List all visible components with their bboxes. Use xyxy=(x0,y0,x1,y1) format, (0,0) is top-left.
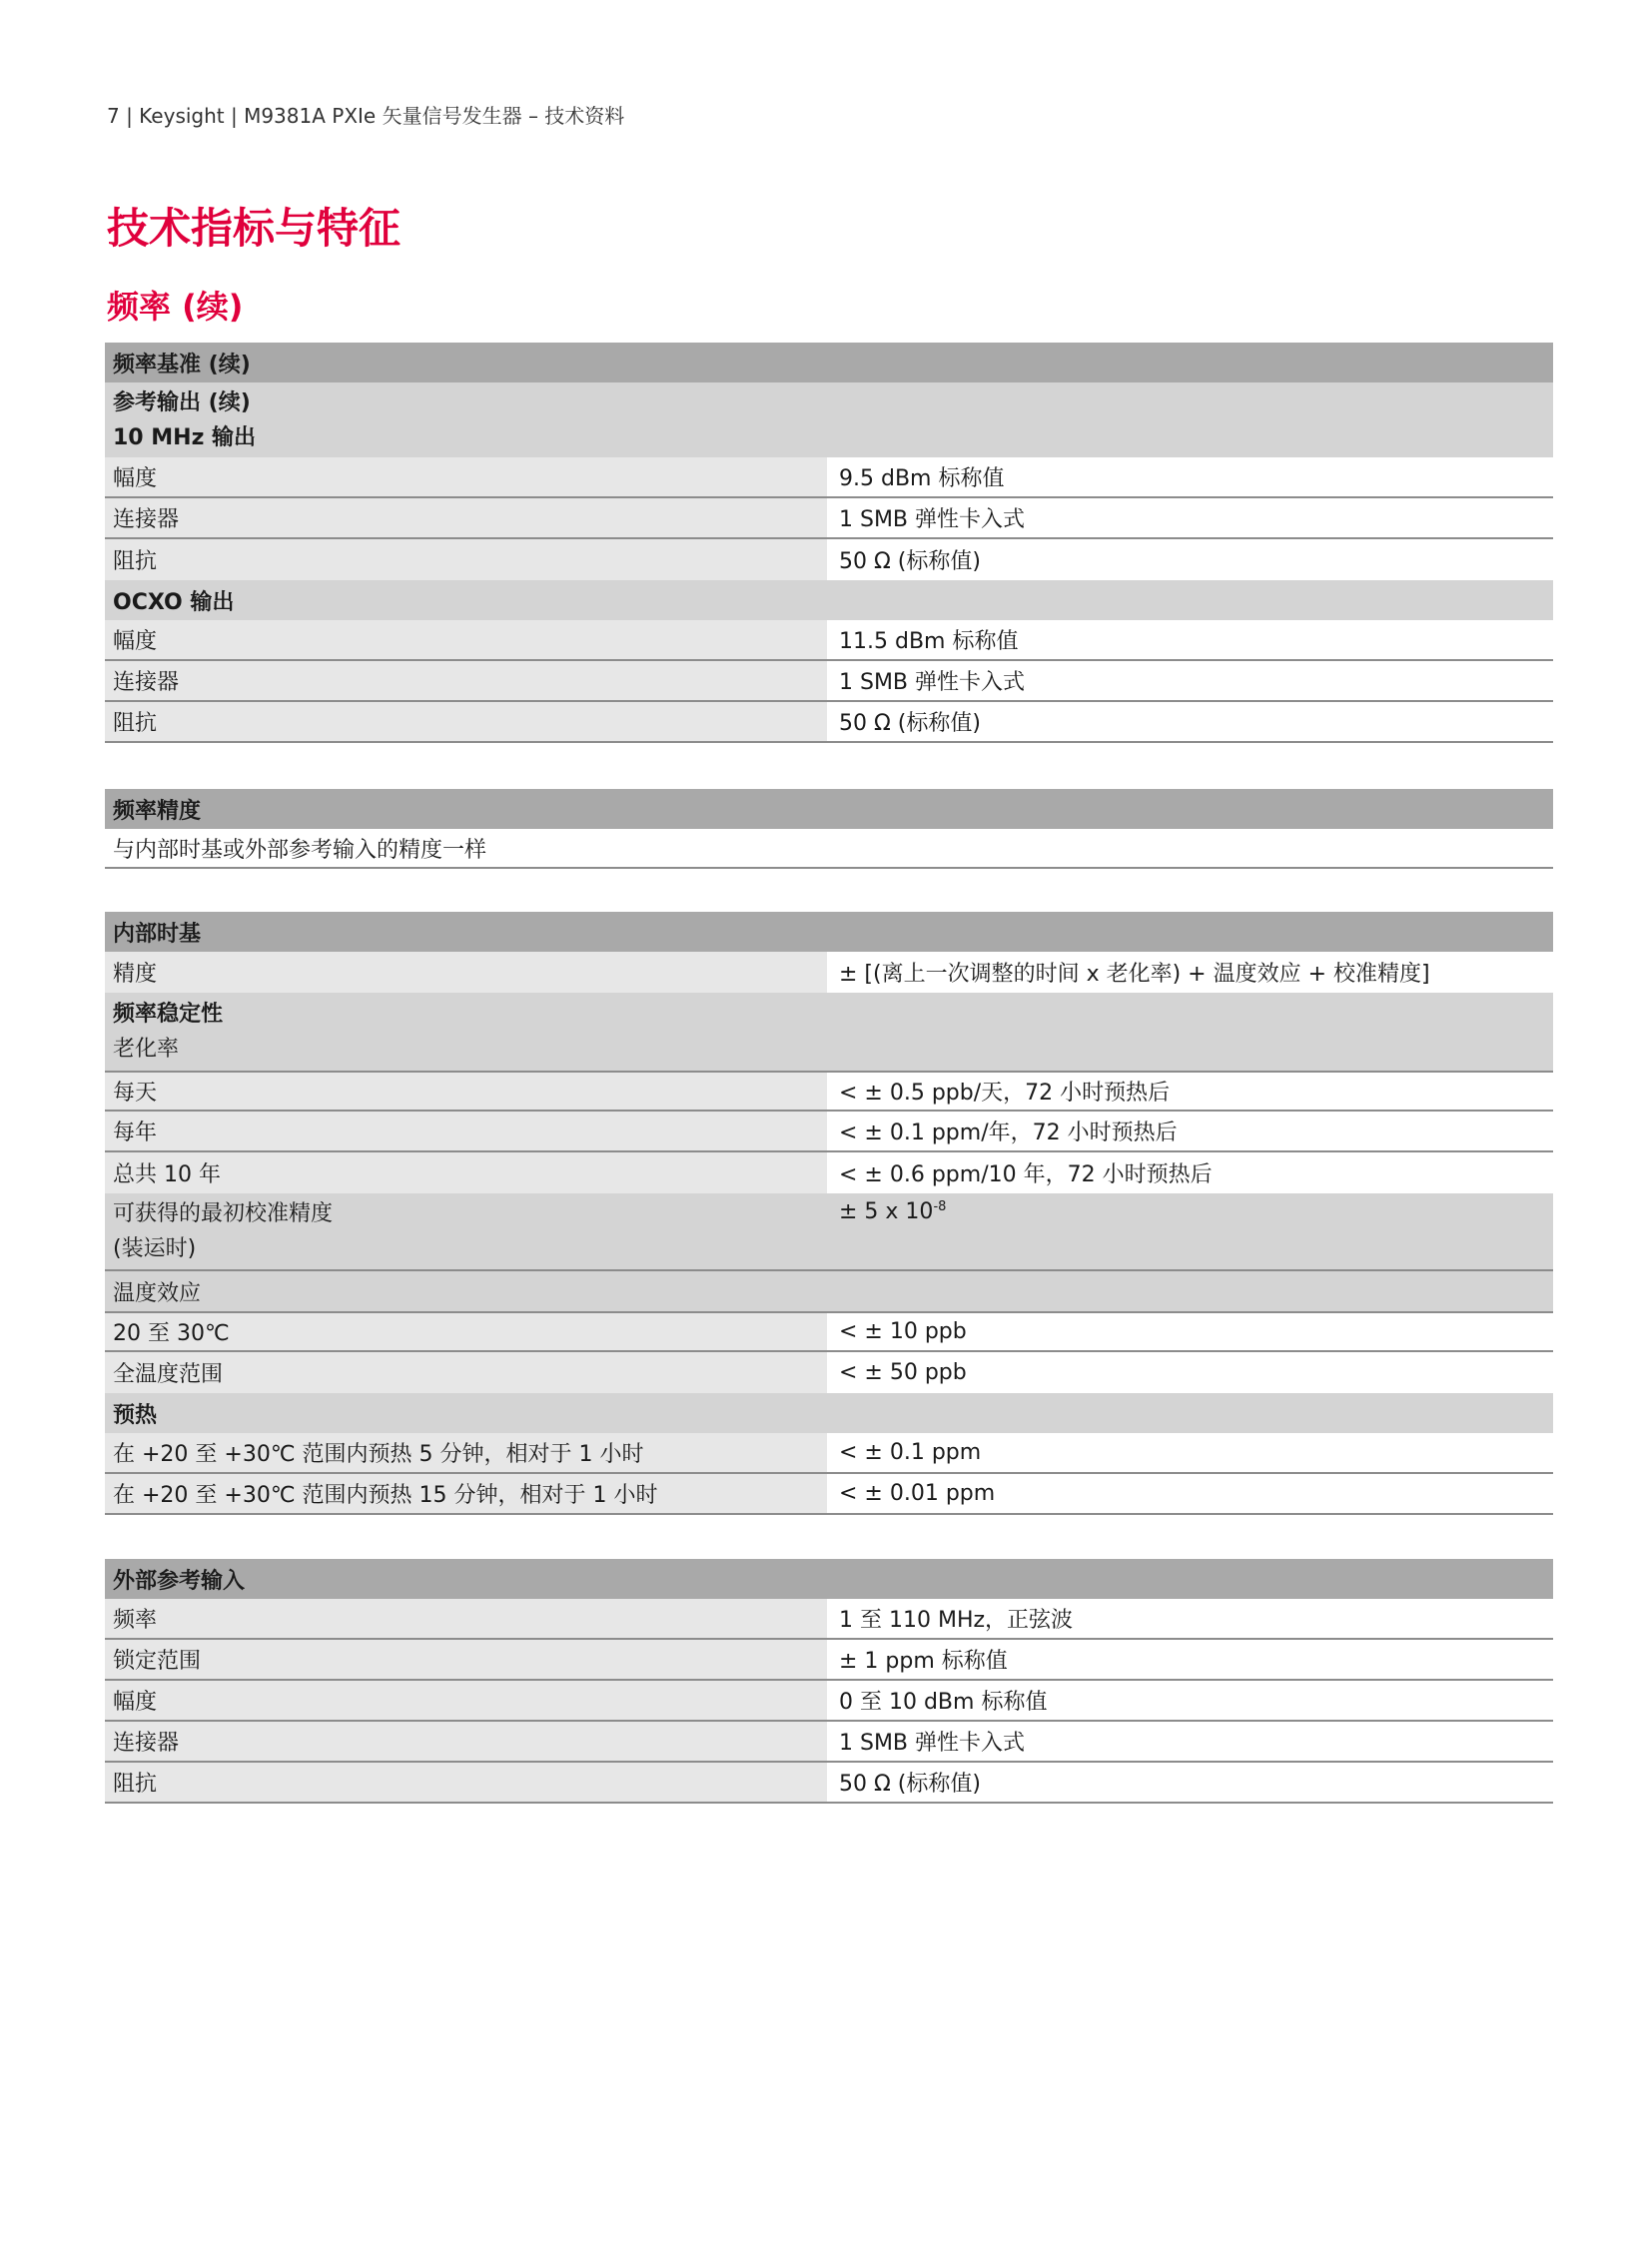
row-value: 50 Ω (标称值) xyxy=(827,539,1553,580)
row-value: 1 至 110 MHz，正弦波 xyxy=(827,1599,1553,1638)
internal-timebase-table xyxy=(105,912,1553,1515)
label-line: (装运时) xyxy=(113,1236,197,1261)
row-label: 连接器 xyxy=(105,1722,827,1761)
calib-exponent: -8 xyxy=(933,1199,947,1214)
row-value: ± [(离上一次调整的时间 x 老化率) + 温度效应 + 校准精度] xyxy=(827,952,1553,993)
subhead-line: 参考输出 (续) xyxy=(113,389,251,415)
frequency-accuracy-table xyxy=(105,789,1553,869)
table-row xyxy=(105,1640,1553,1681)
table-row xyxy=(105,702,1553,743)
row-value: < ± 10 ppb xyxy=(827,1313,1553,1350)
row-label: 连接器 xyxy=(105,498,827,537)
table-subhead: 预热 xyxy=(105,1393,1553,1433)
table-row xyxy=(105,1474,1553,1515)
table-row xyxy=(105,1433,1553,1474)
row-value: ± 1 ppm 标称值 xyxy=(827,1640,1553,1679)
table-head: 频率精度 xyxy=(105,789,1553,829)
table-row xyxy=(105,1599,1553,1640)
table-head: 频率基准 (续) xyxy=(105,343,1553,382)
row-value: 50 Ω (标称值) xyxy=(827,702,1553,741)
table-subhead: 温度效应 xyxy=(105,1271,1553,1311)
row-label: 幅度 xyxy=(105,1681,827,1720)
table-row xyxy=(105,1071,1553,1112)
row-label: 锁定范围 xyxy=(105,1640,827,1679)
table-row xyxy=(105,1311,1553,1352)
table-row xyxy=(105,1352,1553,1393)
table-subhead xyxy=(105,993,1553,1071)
table-head: 外部参考输入 xyxy=(105,1559,1553,1599)
row-value: 1 SMB 弹性卡入式 xyxy=(827,661,1553,700)
section-title: 频率 (续) xyxy=(107,288,244,326)
label-line: 可获得的最初校准精度 xyxy=(113,1201,334,1226)
row-value: < ± 0.1 ppm/年，72 小时预热后 xyxy=(827,1112,1553,1150)
row-value: 50 Ω (标称值) xyxy=(827,1763,1553,1802)
table-row xyxy=(105,661,1553,702)
table-row xyxy=(105,457,1553,498)
row-label: 总共 10 年 xyxy=(105,1152,827,1193)
row-value: 1 SMB 弹性卡入式 xyxy=(827,498,1553,537)
external-reference-table xyxy=(105,1559,1553,1804)
row-label: 20 至 30℃ xyxy=(105,1313,827,1350)
subhead-line: 老化率 xyxy=(113,1037,180,1062)
table-subhead: OCXO 输出 xyxy=(105,580,1553,620)
row-value: 9.5 dBm 标称值 xyxy=(827,457,1553,496)
row-label: 阻抗 xyxy=(105,539,827,580)
row-label xyxy=(105,1193,827,1269)
table-row xyxy=(105,1193,1553,1271)
table-row xyxy=(105,1152,1553,1193)
row-label: 全温度范围 xyxy=(105,1352,827,1393)
row-value: < ± 0.1 ppm xyxy=(827,1433,1553,1472)
row-value: 11.5 dBm 标称值 xyxy=(827,620,1553,659)
table-head: 内部时基 xyxy=(105,912,1553,952)
table-row: 与内部时基或外部参考输入的精度一样 xyxy=(105,829,1553,869)
row-label: 阻抗 xyxy=(105,1763,827,1802)
table-row xyxy=(105,539,1553,580)
subhead-line: 10 MHz 输出 xyxy=(113,424,257,450)
row-value: 0 至 10 dBm 标称值 xyxy=(827,1681,1553,1720)
row-label: 幅度 xyxy=(105,620,827,659)
table-row xyxy=(105,1681,1553,1722)
row-label: 每天 xyxy=(105,1073,827,1110)
table-row xyxy=(105,1763,1553,1804)
subhead-line: 频率稳定性 xyxy=(113,1002,224,1027)
row-label: 每年 xyxy=(105,1112,827,1150)
row-value: < ± 0.01 ppm xyxy=(827,1474,1553,1513)
row-label: 在 +20 至 +30℃ 范围内预热 15 分钟，相对于 1 小时 xyxy=(105,1474,827,1513)
table-row xyxy=(105,1112,1553,1152)
row-value: < ± 0.6 ppm/10 年，72 小时预热后 xyxy=(827,1152,1553,1193)
running-header: 7 | Keysight | M9381A PXIe 矢量信号发生器 – 技术资料 xyxy=(107,104,625,128)
row-label: 连接器 xyxy=(105,661,827,700)
table-subhead xyxy=(105,382,1553,457)
table-row xyxy=(105,620,1553,661)
row-label: 阻抗 xyxy=(105,702,827,741)
row-value: 1 SMB 弹性卡入式 xyxy=(827,1722,1553,1761)
row-value: < ± 50 ppb xyxy=(827,1352,1553,1393)
row-label: 频率 xyxy=(105,1599,827,1638)
frequency-reference-table xyxy=(105,343,1553,743)
row-label: 幅度 xyxy=(105,457,827,496)
row-label: 精度 xyxy=(105,952,827,993)
table-row xyxy=(105,952,1553,993)
table-row xyxy=(105,498,1553,539)
row-value: < ± 0.5 ppb/天，72 小时预热后 xyxy=(827,1073,1553,1110)
row-label: 在 +20 至 +30℃ 范围内预热 5 分钟，相对于 1 小时 xyxy=(105,1433,827,1472)
page-title: 技术指标与特征 xyxy=(107,204,402,253)
row-value xyxy=(827,1193,1553,1269)
table-row xyxy=(105,1722,1553,1763)
calib-value: ± 5 x 10 xyxy=(839,1199,934,1224)
